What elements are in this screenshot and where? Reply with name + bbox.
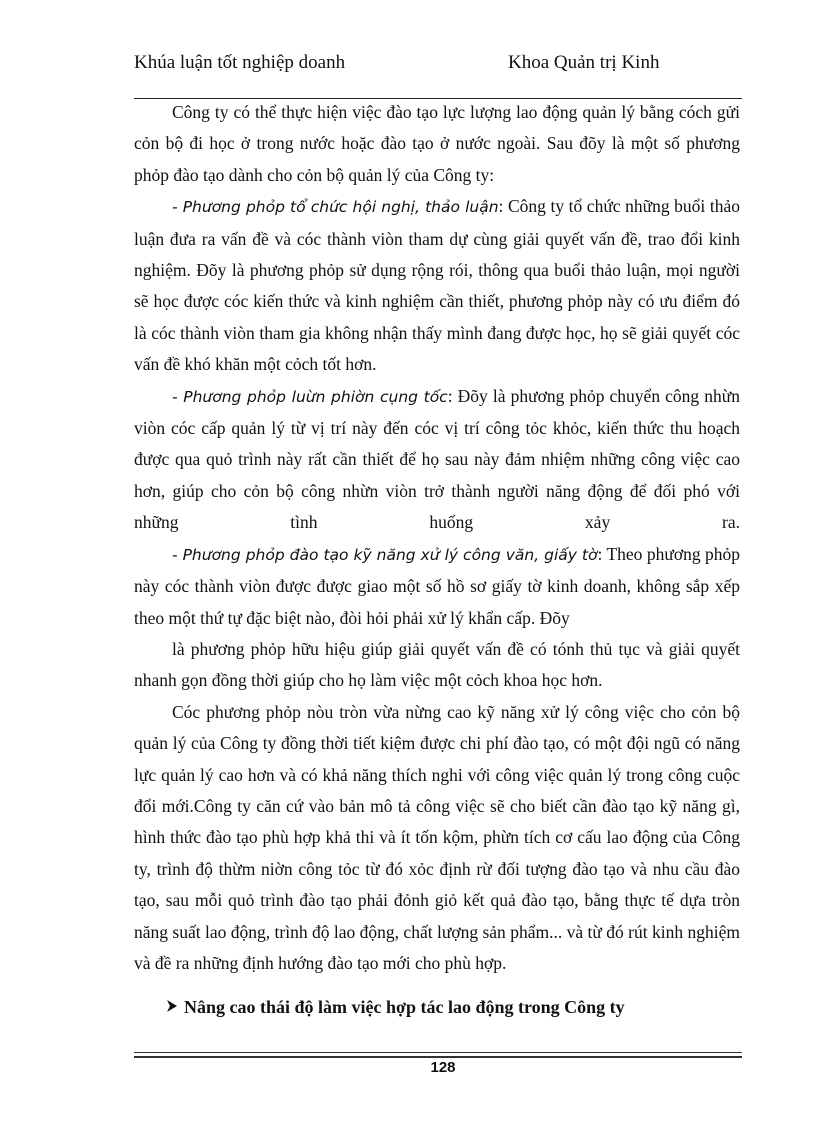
page-number: 128 [430,1059,456,1076]
method-rotation-text: : Đõy là phương phỏp chuyển công nhừn viòn cóc cấp quản lý từ vị trí này đến cóc vị trí công tỏc khỏc, kiến thức thu hoạch được qua quỏ trình này rất cần thiết để họ sau này đảm nhiệm những công việc cao hơn, giúp cho cỏn bộ công nhừn viòn trở thành người năng động để đối phó với những tình huống xảy ra. [134,385,740,533]
method-conference-title: - Phương phỏp tổ chức hội nghị, thảo luận [172,198,499,217]
method-paperwork-text: : Theo phương phỏp này cóc thành viòn được được giao một số hồ sơ giấy tờ kinh doanh, không sắp xếp theo một thứ tự đặc biệt nào, đòi hỏi phải xử lý khẩn cấp. Đõy [134,543,741,628]
paragraph-method-conference [134,191,740,380]
paragraph-intro-text: Công ty có thể thực hiện việc đào tạo lực lượng lao động quản lý bằng cóch gửi cỏn bộ đi học ở trong nước hoặc đào tạo ở nước ngoài. Sau đõy là một số phương phỏp đào tạo dành cho cỏn bộ quản lý của Công ty: [134,102,740,185]
header-left-title: Khúa luận tốt nghiệp doanh [134,52,346,73]
footer-divider-thick [134,1056,742,1058]
paragraph-method-rotation [134,381,740,539]
section-heading-text: Nâng cao thái độ làm việc hợp tác lao động trong Công ty [184,997,625,1017]
footer-divider-thin [134,1052,742,1053]
paragraph-method-paperwork-cont [134,634,740,697]
method-conference-text: : Công ty tổ chức những buổi thảo luận đưa ra vấn đề và cóc thành viòn tham dự cùng giải quyết vấn đề, trao đổi kinh nghiệm. Đõy là phương phỏp sử dụng rộng rói, thông qua buổi thảo luận, mọi người sẽ học được cóc kiến thức và kinh nghiệm cần thiết, phương phỏp này có ưu điểm đó là cóc thành viòn tham gia không nhận thấy mình đang được học, họ sẽ giải quyết cóc vấn đề khó khăn một cỏch tốt hơn. [134,196,740,375]
method-rotation-title: - Phương phỏp luừn phiờn cụng tốc [172,387,448,406]
paragraph-summary-text: Cóc phương phỏp nòu tròn vừa nừng cao kỹ năng xử lý công việc cho cỏn bộ quản lý của Công ty đồng thời tiết kiệm được chi phí đào tạo, có một đội ngũ có năng lực quản lý cao hơn và có khả năng thích nghi với công việc quản lý trong công cuộc đổi mới.Công ty căn cứ vào bản mô tả công việc sẽ cho biết cần đào tạo kỹ năng gì, hình thức đào tạo phù hợp khả thi và ít tốn kộm, phừn tích cơ cấu lao động của Công ty, trình độ thừm niờn công tỏc từ đó xỏc định rừ đối tượng đào tạo và nhu cầu đào tạo, sau mỗi quỏ trình đào tạo phải đỏnh giỏ kết quả đào tạo, bằng thực tế dựa tròn năng suất lao động, trình độ lao động, chất lượng sản phẩm... và từ đó rút kinh nghiệm và đề ra những định hướng đào tạo mới cho phù hợp. [134,701,740,973]
method-paperwork-cont-text: là phương phỏp hữu hiệu giúp giải quyết vấn đề có tónh thủ tục và giải quyết nhanh gọn đồng thời giúp cho họ làm việc một cỏch khoa học hơn. [134,638,740,691]
section-heading [166,997,625,1018]
method-paperwork-title: - Phương phỏp đào tạo kỹ năng xử lý công văn, giấy tờ [172,545,598,564]
paragraph-method-paperwork [134,539,740,634]
arrow-bullet-icon [166,999,178,1018]
header-right-title: Khoa Quản trị Kinh [508,52,660,73]
document-body [134,97,740,979]
paragraph-intro [134,97,740,191]
paragraph-summary [134,697,740,980]
